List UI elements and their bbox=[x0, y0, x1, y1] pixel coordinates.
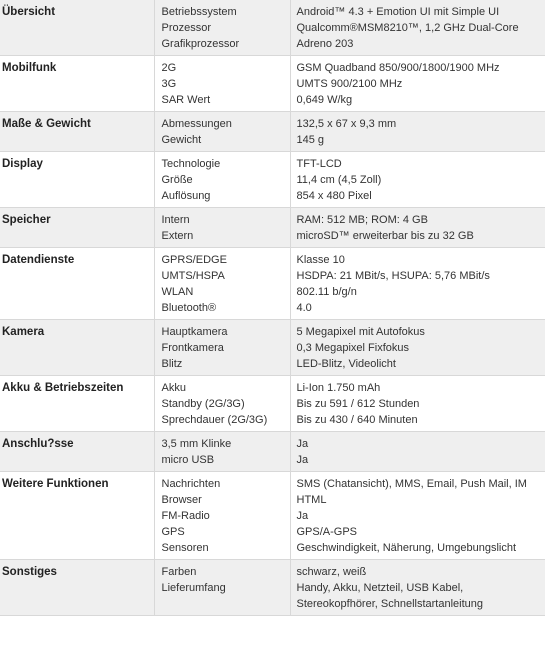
spec-value: 0,3 Megapixel Fixfokus bbox=[296, 342, 409, 354]
spec-value: SMS (Chatansicht), MMS, Email, Push Mail, IM bbox=[296, 478, 527, 490]
spec-row bbox=[0, 0, 545, 56]
spec-key: Sprechdauer (2G/3G) bbox=[161, 414, 268, 426]
spec-row bbox=[0, 472, 545, 560]
spec-values bbox=[290, 152, 545, 208]
spec-values bbox=[290, 56, 545, 112]
spec-values bbox=[290, 112, 545, 152]
spec-value: 11,4 cm (4,5 Zoll) bbox=[296, 174, 382, 186]
spec-key: Abmessungen bbox=[161, 118, 232, 130]
spec-value: HSDPA: 21 MBit/s, HSUPA: 5,76 MBit/s bbox=[296, 270, 490, 282]
spec-value: GSM Quadband 850/900/1800/1900 MHz bbox=[296, 62, 500, 74]
spec-key: Gewicht bbox=[161, 134, 202, 146]
spec-keys bbox=[154, 472, 290, 560]
spec-key: GPRS/EDGE bbox=[161, 254, 227, 266]
spec-value: Qualcomm®MSM8210™, 1,2 GHz Dual-Core bbox=[296, 22, 519, 34]
spec-row bbox=[0, 248, 545, 320]
spec-key: FM-Radio bbox=[161, 510, 210, 522]
spec-value: Adreno 203 bbox=[296, 38, 354, 50]
spec-category: Sonstiges bbox=[0, 560, 154, 616]
spec-key: Technologie bbox=[161, 158, 221, 170]
spec-values bbox=[290, 472, 545, 560]
spec-key: Nachrichten bbox=[161, 478, 221, 490]
spec-category: Übersicht bbox=[0, 0, 154, 56]
spec-value: 854 x 480 Pixel bbox=[296, 190, 372, 202]
spec-key: Akku bbox=[161, 382, 186, 394]
spec-values bbox=[290, 560, 545, 616]
spec-keys bbox=[154, 248, 290, 320]
spec-value: Ja bbox=[296, 438, 309, 450]
spec-value: Bis zu 591 / 612 Stunden bbox=[296, 398, 420, 410]
spec-key: Frontkamera bbox=[161, 342, 224, 354]
spec-key: 3G bbox=[161, 78, 177, 90]
spec-row bbox=[0, 56, 545, 112]
spec-key: Sensoren bbox=[161, 542, 209, 554]
spec-keys bbox=[154, 0, 290, 56]
spec-values bbox=[290, 320, 545, 376]
spec-keys bbox=[154, 432, 290, 472]
spec-row bbox=[0, 152, 545, 208]
spec-value: 5 Megapixel mit Autofokus bbox=[296, 326, 425, 338]
spec-value: schwarz, weiß bbox=[296, 566, 367, 578]
spec-value: 132,5 x 67 x 9,3 mm bbox=[296, 118, 397, 130]
spec-key: WLAN bbox=[161, 286, 194, 298]
spec-row bbox=[0, 112, 545, 152]
spec-key: Größe bbox=[161, 174, 193, 186]
spec-key: SAR Wert bbox=[161, 94, 211, 106]
spec-key: Standby (2G/3G) bbox=[161, 398, 245, 410]
spec-key: GPS bbox=[161, 526, 185, 538]
spec-keys bbox=[154, 152, 290, 208]
spec-keys bbox=[154, 112, 290, 152]
spec-key: Blitz bbox=[161, 358, 183, 370]
spec-value: UMTS 900/2100 MHz bbox=[296, 78, 403, 90]
spec-value: RAM: 512 MB; ROM: 4 GB bbox=[296, 214, 428, 226]
spec-row bbox=[0, 376, 545, 432]
spec-category: Akku & Betriebszeiten bbox=[0, 376, 154, 432]
spec-key: 3,5 mm Klinke bbox=[161, 438, 232, 450]
spec-keys bbox=[154, 320, 290, 376]
spec-key: 2G bbox=[161, 62, 177, 74]
spec-value: 4.0 bbox=[296, 302, 312, 314]
spec-category: Display bbox=[0, 152, 154, 208]
spec-keys bbox=[154, 376, 290, 432]
spec-values bbox=[290, 432, 545, 472]
spec-row bbox=[0, 208, 545, 248]
spec-category: Kamera bbox=[0, 320, 154, 376]
spec-value: 0,649 W/kg bbox=[296, 94, 353, 106]
spec-key: Hauptkamera bbox=[161, 326, 228, 338]
spec-values bbox=[290, 248, 545, 320]
spec-value: microSD™ erweiterbar bis zu 32 GB bbox=[296, 230, 474, 242]
spec-key: Farben bbox=[161, 566, 197, 578]
spec-value: 802.11 b/g/n bbox=[296, 286, 357, 298]
spec-category: Weitere Funktionen bbox=[0, 472, 154, 560]
spec-category: Datendienste bbox=[0, 248, 154, 320]
spec-value: Ja bbox=[296, 510, 309, 522]
spec-row bbox=[0, 560, 545, 616]
spec-key: Extern bbox=[161, 230, 194, 242]
spec-key: Prozessor bbox=[161, 22, 212, 34]
spec-key: Lieferumfang bbox=[161, 582, 226, 594]
spec-key: Bluetooth® bbox=[161, 302, 217, 314]
spec-row bbox=[0, 432, 545, 472]
spec-value: Ja bbox=[296, 454, 309, 466]
spec-value: Geschwindigkeit, Näherung, Umgebungslicht bbox=[296, 542, 517, 554]
spec-category: Maße & Gewicht bbox=[0, 112, 154, 152]
spec-value: Handy, Akku, Netzteil, USB Kabel, Stereokopfhörer, Schnellstartanleitung bbox=[296, 582, 484, 610]
spec-value: LED-Blitz, Videolicht bbox=[296, 358, 396, 370]
spec-value: HTML bbox=[296, 494, 327, 506]
spec-value: Android™ 4.3 + Emotion UI mit Simple UI bbox=[296, 6, 500, 18]
spec-category: Anschlu?sse bbox=[0, 432, 154, 472]
spec-values bbox=[290, 208, 545, 248]
spec-values bbox=[290, 0, 545, 56]
spec-value: Bis zu 430 / 640 Minuten bbox=[296, 414, 418, 426]
spec-key: Intern bbox=[161, 214, 190, 226]
spec-key: Betriebssystem bbox=[161, 6, 237, 18]
spec-key: Browser bbox=[161, 494, 202, 506]
spec-key: micro USB bbox=[161, 454, 215, 466]
spec-category: Mobilfunk bbox=[0, 56, 154, 112]
spec-value: TFT-LCD bbox=[296, 158, 342, 170]
spec-keys bbox=[154, 208, 290, 248]
spec-keys bbox=[154, 56, 290, 112]
spec-category: Speicher bbox=[0, 208, 154, 248]
spec-value: GPS/A-GPS bbox=[296, 526, 358, 538]
spec-key: UMTS/HSPA bbox=[161, 270, 225, 282]
spec-key: Auflösung bbox=[161, 190, 211, 202]
spec-value: Li-Ion 1.750 mAh bbox=[296, 382, 381, 394]
spec-value: 145 g bbox=[296, 134, 325, 146]
spec-value: Klasse 10 bbox=[296, 254, 345, 266]
spec-keys bbox=[154, 560, 290, 616]
spec-values bbox=[290, 376, 545, 432]
spec-key: Grafikprozessor bbox=[161, 38, 240, 50]
spec-row bbox=[0, 320, 545, 376]
